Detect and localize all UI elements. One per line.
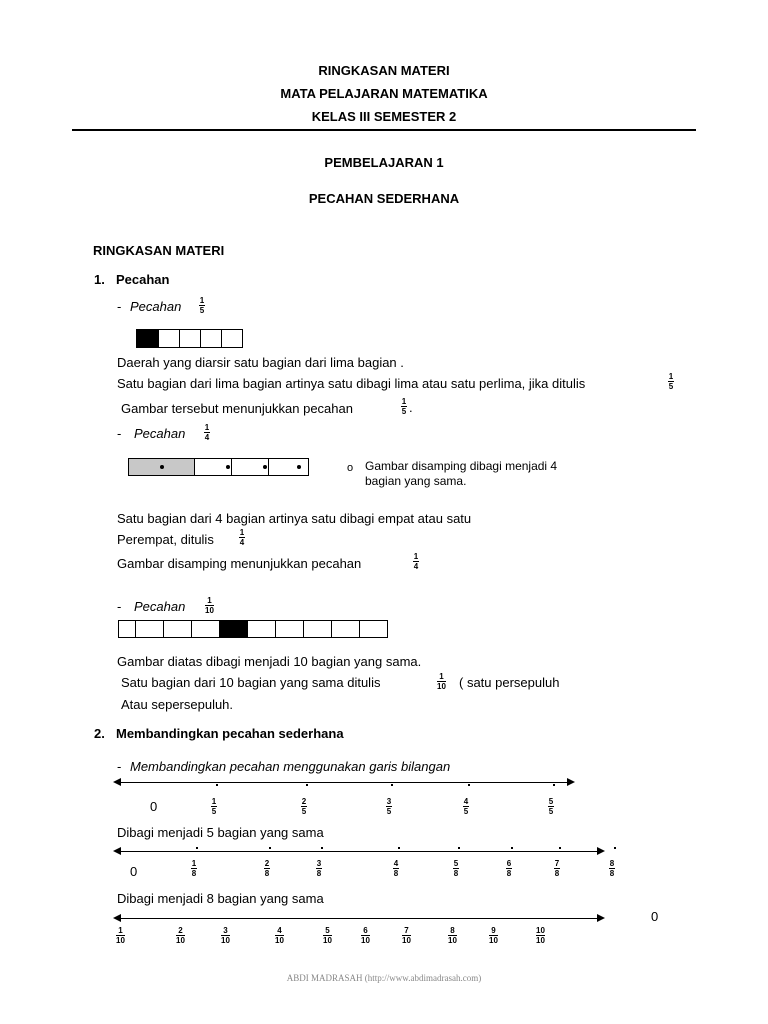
part	[200, 330, 221, 347]
fraction-numerator: 3	[316, 859, 322, 868]
part	[119, 621, 135, 637]
section2-subtitle: Membandingkan pecahan menggunakan garis bilangan	[130, 759, 451, 774]
part	[268, 459, 308, 475]
nl2-tick-mark	[458, 847, 460, 849]
nl3-zero: 0	[651, 909, 659, 924]
lesson-title: PEMBELAJARAN 1	[324, 155, 444, 170]
nl2-tick-label	[609, 859, 615, 878]
part	[331, 621, 359, 637]
fraction-denominator: 10	[489, 936, 498, 945]
fraction-denominator: 5	[199, 306, 205, 315]
number-line-fifths	[120, 782, 568, 783]
fraction-denominator: 8	[554, 869, 560, 878]
fraction-denominator: 10	[221, 936, 230, 945]
fraction-numerator: 1	[413, 552, 419, 561]
part	[359, 621, 387, 637]
item-c-dash: -	[117, 599, 122, 614]
item-a-text3-period: .	[409, 400, 413, 415]
dot-marker	[160, 465, 164, 469]
number-line-tenths	[120, 918, 598, 919]
fraction-denominator: 5	[668, 382, 674, 391]
fraction-numerator: 1	[207, 596, 212, 605]
item-a-fraction	[199, 296, 205, 315]
part	[135, 621, 163, 637]
nl2-zero: 0	[130, 864, 138, 879]
fraction-numerator: 1	[401, 397, 407, 406]
fraction-numerator: 1	[199, 296, 205, 305]
nl1-zero: 0	[150, 799, 158, 814]
section2-title: Membandingkan pecahan sederhana	[116, 726, 344, 741]
nl1-tick-mark	[468, 784, 470, 786]
nl1-tick-mark	[391, 784, 393, 786]
item-b-label: Pecahan	[134, 426, 186, 441]
nl1-tick-label	[463, 797, 469, 816]
fraction-numerator: 3	[223, 926, 228, 935]
nl1-tick-label	[301, 797, 307, 816]
doc-title-line1: RINGKASAN MATERI	[318, 63, 450, 78]
nl3-tick-label	[275, 926, 284, 945]
part	[247, 621, 275, 637]
item-c-text1: Gambar diatas dibagi menjadi 10 bagian yang sama.	[117, 654, 422, 669]
item-b-text3-fraction	[413, 552, 419, 571]
fraction-numerator: 1	[668, 372, 674, 381]
fraction-denominator: 8	[264, 869, 270, 878]
nl2-tick-mark	[559, 847, 561, 849]
fraction-numerator: 1	[239, 528, 245, 537]
fraction-denominator: 10	[448, 936, 457, 945]
fraction-denominator: 5	[548, 807, 554, 816]
nl2-tick-mark	[511, 847, 513, 849]
item-b-text3: Gambar disamping menunjukkan pecahan	[117, 556, 362, 571]
arrow-left-icon	[113, 847, 121, 855]
shaded-part	[129, 459, 194, 475]
dot-marker	[226, 465, 230, 469]
nl2-tick-label	[264, 859, 270, 878]
item-c-text2-fraction	[437, 672, 446, 691]
section-title: RINGKASAN MATERI	[93, 243, 225, 258]
item-b-note2: bagian yang sama.	[365, 474, 467, 488]
nl2-tick-mark	[321, 847, 323, 849]
section1-title: Pecahan	[116, 272, 170, 287]
bullet-marker: o	[347, 462, 354, 474]
nl1-tick-mark	[553, 784, 555, 786]
nl1-tick-label	[211, 797, 217, 816]
fraction-denominator: 10	[402, 936, 411, 945]
item-a-text2-fraction	[668, 372, 674, 391]
item-a-label: Pecahan	[130, 299, 182, 314]
dot-marker	[297, 465, 301, 469]
quarters-diagram	[128, 458, 309, 476]
fraction-numerator: 5	[548, 797, 554, 806]
nl3-tick-label	[176, 926, 185, 945]
fraction-numerator: 8	[450, 926, 455, 935]
item-c-text3: Atau sepersepuluh.	[121, 697, 234, 712]
fraction-numerator: 1	[118, 926, 123, 935]
fraction-numerator: 2	[301, 797, 307, 806]
fraction-denominator: 10	[536, 936, 545, 945]
fraction-denominator: 5	[211, 807, 217, 816]
fraction-denominator: 4	[204, 433, 210, 442]
item-b-fraction	[204, 423, 210, 442]
nl3-tick-label	[448, 926, 457, 945]
part	[303, 621, 331, 637]
nl2-tick-label	[554, 859, 560, 878]
fraction-numerator: 4	[277, 926, 282, 935]
item-b-text2-fraction	[239, 528, 245, 547]
item-a-text1: Daerah yang diarsir satu bagian dari lima bagian .	[117, 355, 404, 370]
nl3-tick-label	[323, 926, 332, 945]
item-a-text3-fraction	[401, 397, 407, 416]
nl3-tick-label	[402, 926, 411, 945]
arrow-right-icon	[567, 778, 575, 786]
item-b-text2: Perempat, ditulis	[117, 532, 214, 547]
shaded-part	[137, 330, 158, 347]
fraction-numerator: 2	[264, 859, 270, 868]
fraction-denominator: 5	[463, 807, 469, 816]
arrow-right-icon	[597, 847, 605, 855]
fraction-denominator: 8	[191, 869, 197, 878]
fraction-denominator: 10	[176, 936, 185, 945]
fraction-denominator: 8	[453, 869, 459, 878]
arrow-right-icon	[597, 914, 605, 922]
fraction-denominator: 8	[393, 869, 399, 878]
arrow-left-icon	[113, 778, 121, 786]
fifths-diagram	[136, 329, 243, 348]
fraction-numerator: 8	[609, 859, 615, 868]
fraction-denominator: 4	[239, 538, 245, 547]
nl3-tick-label	[361, 926, 370, 945]
nl1-tick-label	[548, 797, 554, 816]
fraction-numerator: 10	[536, 926, 545, 935]
fraction-denominator: 10	[275, 936, 284, 945]
fraction-denominator: 5	[301, 807, 307, 816]
part	[163, 621, 191, 637]
fraction-denominator: 5	[386, 807, 392, 816]
part	[179, 330, 200, 347]
fraction-numerator: 1	[211, 797, 217, 806]
fraction-numerator: 1	[204, 423, 210, 432]
fraction-denominator: 5	[401, 407, 407, 416]
fraction-numerator: 1	[191, 859, 197, 868]
fraction-numerator: 1	[439, 672, 444, 681]
part	[191, 621, 219, 637]
nl2-tick-label	[393, 859, 399, 878]
nl1-tick-mark	[216, 784, 218, 786]
topic-title: PECAHAN SEDERHANA	[308, 191, 460, 206]
number-line-eighths	[120, 851, 598, 852]
footer-credit: ABDI MADRASAH (http://www.abdimadrasah.com)	[286, 973, 482, 983]
fraction-denominator: 8	[609, 869, 615, 878]
caption-eighths: Dibagi menjadi 8 bagian yang sama	[117, 891, 324, 906]
item-a-dash: -	[117, 299, 122, 314]
fraction-denominator: 8	[316, 869, 322, 878]
item-c-text2-end: ( satu persepuluh	[459, 675, 560, 690]
fraction-numerator: 6	[363, 926, 368, 935]
fraction-numerator: 9	[491, 926, 496, 935]
dot-marker	[263, 465, 267, 469]
nl2-tick-label	[453, 859, 459, 878]
nl1-tick-mark	[306, 784, 308, 786]
fraction-denominator: 10	[437, 682, 446, 691]
nl2-tick-mark	[398, 847, 400, 849]
fraction-denominator: 10	[205, 606, 214, 615]
item-a-text2: Satu bagian dari lima bagian artinya satu dibagi lima atau satu perlima, jika ditulis	[117, 376, 586, 391]
fraction-denominator: 10	[116, 936, 125, 945]
part	[221, 330, 242, 347]
nl2-tick-mark	[614, 847, 616, 849]
fraction-numerator: 3	[386, 797, 392, 806]
fraction-numerator: 7	[554, 859, 560, 868]
item-a-text3: Gambar tersebut menunjukkan pecahan	[121, 401, 353, 416]
item-c-text2: Satu bagian dari 10 bagian yang sama ditulis	[121, 675, 381, 690]
arrow-left-icon	[113, 914, 121, 922]
item-c-label: Pecahan	[134, 599, 186, 614]
nl3-tick-label	[116, 926, 125, 945]
part	[194, 459, 231, 475]
fraction-denominator: 10	[323, 936, 332, 945]
fraction-denominator: 4	[413, 562, 419, 571]
tenths-diagram	[118, 620, 388, 638]
item-c-fraction	[205, 596, 214, 615]
part	[158, 330, 179, 347]
section2-dash: -	[117, 759, 122, 774]
nl2-tick-mark	[269, 847, 271, 849]
shaded-part	[219, 621, 247, 637]
section2-number: 2.	[94, 726, 105, 741]
fraction-numerator: 4	[393, 859, 399, 868]
nl2-tick-label	[191, 859, 197, 878]
fraction-numerator: 5	[325, 926, 330, 935]
nl3-tick-label	[489, 926, 498, 945]
fraction-numerator: 2	[178, 926, 183, 935]
doc-title-line3: KELAS III SEMESTER 2	[311, 109, 457, 124]
fraction-numerator: 5	[453, 859, 459, 868]
fraction-denominator: 10	[361, 936, 370, 945]
fraction-denominator: 8	[506, 869, 512, 878]
item-b-note1: Gambar disamping dibagi menjadi 4	[365, 459, 558, 473]
nl2-tick-mark	[196, 847, 198, 849]
fraction-numerator: 7	[404, 926, 409, 935]
part	[231, 459, 268, 475]
header-divider	[72, 129, 696, 131]
nl2-tick-label	[506, 859, 512, 878]
item-b-dash: -	[117, 426, 122, 441]
caption-fifths: Dibagi menjadi 5 bagian yang sama	[117, 825, 324, 840]
doc-title-line2: MATA PELAJARAN MATEMATIKA	[280, 86, 488, 101]
item-b-text1: Satu bagian dari 4 bagian artinya satu dibagi empat atau satu	[117, 511, 472, 526]
fraction-numerator: 6	[506, 859, 512, 868]
nl3-tick-label	[221, 926, 230, 945]
nl3-tick-label	[536, 926, 545, 945]
part	[275, 621, 303, 637]
nl1-tick-label	[386, 797, 392, 816]
section1-number: 1.	[94, 272, 105, 287]
fraction-numerator: 4	[463, 797, 469, 806]
nl2-tick-label	[316, 859, 322, 878]
